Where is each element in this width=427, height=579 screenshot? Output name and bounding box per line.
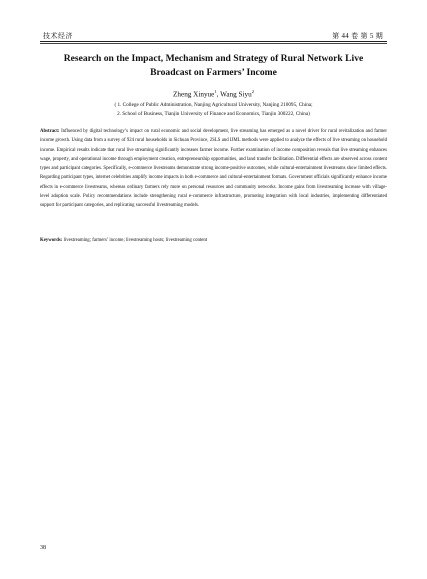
- keywords: [40, 236, 387, 245]
- author-affiliation-mark: 2: [251, 89, 254, 94]
- paper-title: Research on the Impact, Mechanism and Strategy of Rural Network Live Broadcast on Farmers’ Income: [63, 53, 364, 78]
- author-separator: ,: [216, 90, 221, 99]
- page-number: 38: [40, 545, 46, 551]
- keywords-text: livestreaming; farmers’ income; livestreaming hosts; livestreaming content: [62, 238, 208, 243]
- abstract-text: Influenced by digital technology’s impact on rural economic and social development, live streaming has emerged as a novel driver for rural revitalization and farmer income growth. Using data from a survey of 924 rural households in Sichuan Province, 2SLS and IJML methods were applied to analyze the effects of live streaming on household income. Empirical results indicate that rural live streaming significantly increases farmer income. Further examination of income composition reveals that live streaming enhances wage, property, and operational income through employment creation, entrepreneurship opportunities, and land transfer facilitation. Differential effects are observed across content types and participant categories. Specifically, e-commerce livestreams demonstrate strong income-positive outcomes, while cultural-entertainment livestreams show limited effects. Regarding participant types, internet celebrities amplify income impacts in both e-commerce and cultural-entertainment formats. Government officials significantly enhance income effects in e-commerce livestreams, whereas ordinary farmers rely more on personal resources and community networks. Income gains from livestreaming increase with village-level adoption scale. Policy recommendations include strengthening rural e-commerce infrastructure, promoting integration with local industries, implementing differentiated support for participant categories, and replicating successful livestreaming models.: [40, 129, 387, 208]
- affiliation: ( 1. College of Public Administration, Nanjing Agricultural University, Nanjing 210095, China;: [114, 102, 313, 108]
- author-name: Wang Siyu: [220, 90, 252, 99]
- author-affiliation-mark: 1: [214, 89, 217, 94]
- header-rule: [40, 41, 387, 42]
- author-name: Zheng Xinyue: [173, 90, 215, 99]
- affiliation: 2. School of Business, Tianjin University of Finance and Economics, Tianjin 300222, China): [117, 111, 310, 117]
- header-rule-thin: [40, 43, 387, 44]
- abstract-label: Abstract:: [40, 129, 60, 134]
- keywords-label: Keywords:: [40, 238, 63, 243]
- abstract: [40, 127, 387, 210]
- issue-info: 第 44 卷 第 5 期: [332, 32, 383, 40]
- author-line: [40, 89, 387, 98]
- journal-name: 技术经济: [43, 32, 73, 40]
